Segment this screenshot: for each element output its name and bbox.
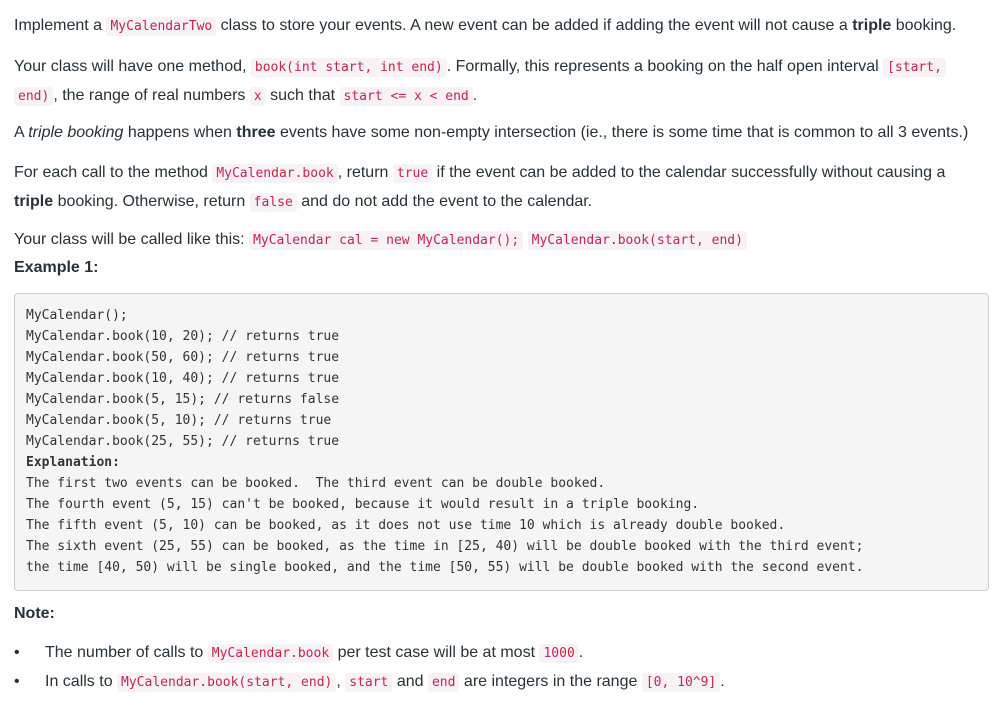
- notes-list: [14, 639, 725, 697]
- explanation-label: Explanation:: [26, 455, 120, 470]
- list-item: • In calls to MyCalendar.book(start, end) , start and end are integers in the range [0, 10^9] .: [14, 668, 725, 697]
- intro-paragraph: Implement a MyCalendarTwo class to store your events. A new event can be added if adding the event will not cause a triple booking.: [14, 17, 957, 34]
- interval-end-code: end): [14, 87, 53, 106]
- return-value-paragraph: For each call to the method MyCalendar.book , return true if the event can be added to the calendar successfully without causing a triple booking. Otherwise, return false and do not add the event to the calendar.: [14, 164, 946, 210]
- bullet-icon: •: [14, 673, 20, 690]
- end-code: end: [428, 673, 459, 692]
- explanation-line: The first two events can be booked. The third event can be double booked.: [26, 476, 606, 491]
- class-name-code: MyCalendarTwo: [106, 17, 216, 36]
- code-line: MyCalendar.book(10, 20); // returns true: [26, 329, 340, 344]
- method-book-code: MyCalendar.book: [212, 164, 337, 183]
- false-code: false: [250, 193, 297, 212]
- emphasis-triple: triple: [852, 17, 892, 34]
- list-item: • The number of calls to MyCalendar.book per test case will be at most 1000 .: [14, 639, 725, 668]
- method-book-code: MyCalendar.book: [208, 644, 333, 663]
- explanation-line: The fifth event (5, 10) can be booked, as it does not use time 10 which is already double booked.: [26, 518, 786, 533]
- explanation-line: The fourth event (5, 15) can't be booked, because it would result in a triple booking.: [26, 497, 700, 512]
- term-triple-booking: triple booking: [28, 124, 124, 141]
- interval-start-code: [start,: [883, 58, 946, 77]
- start-code: start: [345, 673, 392, 692]
- explanation-line: The sixth event (25, 55) can be booked, as the time in [25, 40) will be double booked with the third event;: [26, 539, 864, 554]
- example-code-block: [14, 293, 989, 591]
- emphasis-triple-2: triple: [14, 193, 54, 210]
- emphasis-three: three: [236, 124, 276, 141]
- code-line: MyCalendar.book(5, 15); // returns false: [26, 392, 340, 407]
- code-line: MyCalendar.book(5, 10); // returns true: [26, 413, 332, 428]
- range-condition-code: start <= x < end: [340, 87, 473, 106]
- example-heading: Example 1:: [14, 259, 99, 276]
- code-line: MyCalendar.book(10, 40); // returns true: [26, 371, 340, 386]
- book-usage-code: MyCalendar.book(start, end): [528, 231, 747, 250]
- code-line: MyCalendar();: [26, 308, 128, 323]
- method-paragraph: Your class will have one method, book(int start, int end) . Formally, this represents a booking on the half open interval [start, end) , the range of real numbers x such that start <= x < end .: [14, 53, 946, 111]
- explanation-line: the time [40, 50) will be single booked, and the time [50, 55) will be double booked with the second event.: [26, 560, 864, 575]
- triple-booking-definition: A triple booking happens when three events have some non-empty intersection (ie., there is some time that is common to all 3 events.): [14, 124, 969, 141]
- constructor-usage-code: MyCalendar cal = new MyCalendar();: [249, 231, 523, 250]
- true-code: true: [393, 164, 432, 183]
- bullet-icon: •: [14, 644, 20, 661]
- usage-paragraph: Your class will be called like this: MyCalendar cal = new MyCalendar(); MyCalendar.book(start, end): [14, 226, 747, 255]
- method-signature-code: book(int start, int end): [251, 58, 447, 77]
- note-heading: Note:: [14, 605, 55, 622]
- code-line: MyCalendar.book(50, 60); // returns true: [26, 350, 340, 365]
- code-line: MyCalendar.book(25, 55); // returns true: [26, 434, 340, 449]
- value-range-code: [0, 10^9]: [642, 673, 720, 692]
- variable-x-code: x: [250, 87, 266, 106]
- max-calls-code: 1000: [539, 644, 578, 663]
- method-call-code: MyCalendar.book(start, end): [117, 673, 336, 692]
